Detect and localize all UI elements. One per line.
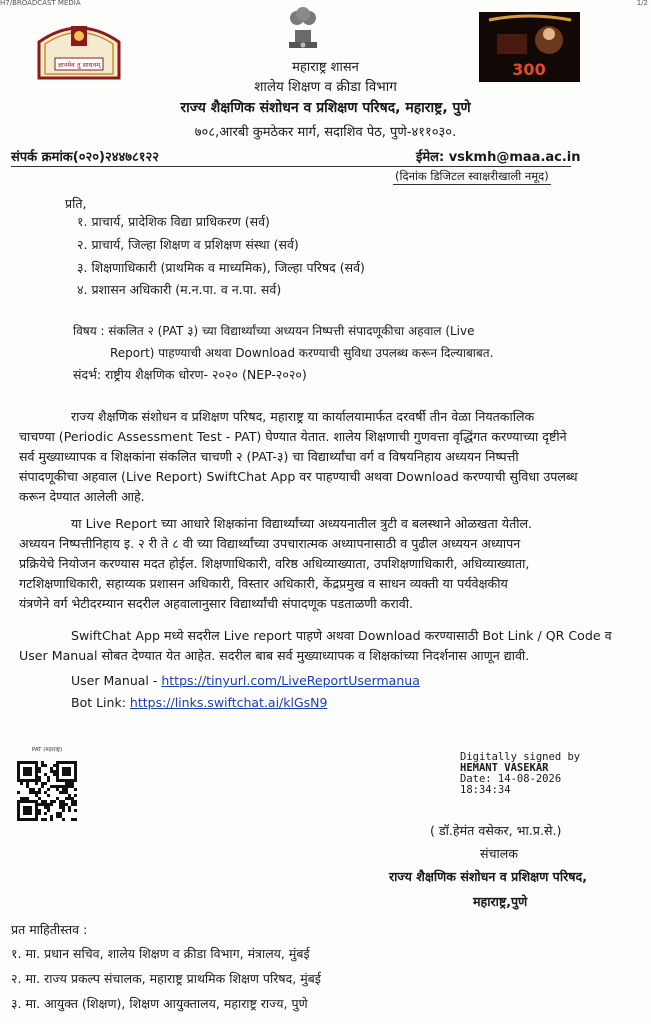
paragraph-line: अध्ययन निष्पत्तीनिहाय इ. २ री ते ८ वी च्या विद्यार्थ्यांच्या उपचारात्मक अध्यापनासाठी व पुढील अध्ययन अध्यापन <box>19 536 521 551</box>
copy-to-item: २. मा. राज्य प्रकल्प संचालक, महाराष्ट्र प्राथमिक शिक्षण परिषद, मुंबई <box>11 971 321 986</box>
header-govt: महाराष्ट्र शासन <box>292 60 359 75</box>
digital-signature <box>460 752 580 796</box>
recipient-item: २. प्राचार्य, जिल्हा शिक्षण व प्रशिक्षण संस्था (सर्व) <box>77 237 299 252</box>
paragraph-line: राज्य शैक्षणिक संशोधन व प्रशिक्षण परिषद, महाराष्ट्र या कार्यालयामार्फत दरवर्षी तीन वेळा नियतकालिक <box>71 409 535 424</box>
bot-link-label: Bot Link: <box>71 695 126 710</box>
bot-link-row <box>71 694 327 712</box>
email-address: ईमेल: vskmh@maa.ac.in <box>416 150 581 165</box>
header-address: ७०८,आरबी कुमठेकर मार्ग, सदाशिव पेठ, पुणे-४११०३०. <box>194 125 457 140</box>
copy-to-item: ३. मा. आयुक्त (शिक्षण), शिक्षण आयुक्तालय, महाराष्ट्र राज्य, पुणे <box>11 996 308 1011</box>
reference-line: संदर्भ: राष्ट्रीय शैक्षणिक धोरण- २०२० (NEP-२०२०) <box>73 367 307 382</box>
paragraph-line: User Manual सोबत देण्यात येत आहेत. सदरील बाब सर्व मुख्याध्यापक व शिक्षकांच्या निदर्शनास आणून द्यावी. <box>19 648 530 663</box>
signature-date: Date: 14-08-2026 <box>460 773 562 785</box>
signature-time: 18:34:34 <box>460 784 511 796</box>
body-paragraph-3 <box>19 626 612 666</box>
contact-number: संपर्क क्रमांक(०२०)२४४७८१२२ <box>11 150 160 165</box>
top-strip-left: H7/BROADCAST MEDIA <box>0 0 81 7</box>
paragraph-line: प्रक्रियेचे नियोजन करण्यास मदत होईल. शिक्षणाधिकारी, वरिष्ठ अधिव्याख्याता, उपशिक्षणाधिकारी, अधिव्याख्याता, <box>19 556 530 571</box>
signature-line: Digitally signed by <box>460 751 581 763</box>
user-manual-row <box>71 672 420 690</box>
paragraph-line: या Live Report च्या आधारे शिक्षकांना विद्यार्थ्यांच्या अध्ययनातील त्रुटी व बलस्थाने ओळखता येतील. <box>71 516 533 531</box>
qr-code-block <box>17 745 77 830</box>
bot-link[interactable]: https://links.swiftchat.ai/klGsN9 <box>129 695 328 710</box>
signatory-name: ( डॉ.हेमंत वसेकर, भा.प्र.से.) <box>430 823 562 838</box>
signatory-place: महाराष्ट्र,पुणे <box>473 894 528 909</box>
header-organisation: राज्य शैक्षणिक संशोधन व प्रशिक्षण परिषद, महाराष्ट्र, पुणे <box>180 100 471 116</box>
logo-300: 300 <box>512 60 546 79</box>
signatory-org: राज्य शैक्षणिक संशोधन व प्रशिक्षण परिषद, <box>389 869 587 884</box>
body-paragraph-2 <box>19 514 532 614</box>
copy-to-item: १. मा. प्रधान सचिव, शालेय शिक्षण व क्रीडा विभाग, मंत्रालय, मुंबई <box>11 946 310 961</box>
paragraph-line: SwiftChat App मध्ये सदरील Live report पाहणे अथवा Download करण्यासाठी Bot Link / QR Code व <box>71 628 612 643</box>
qr-caption: PAT (महाराष्ट्र) <box>31 747 63 753</box>
user-manual-link[interactable]: https://tinyurl.com/LiveReportUsermanua <box>161 673 420 688</box>
paragraph-line: गटशिक्षणाधिकारी, सहाय्यक प्रशासन अधिकारी, विस्तार अधिकारी, केंद्रप्रमुख व साधन व्यक्ती या पर्यवेक्षकीय <box>19 576 508 591</box>
paragraph-line: सर्व मुख्याध्यापक व शिक्षकांना संकलित चाचणी २ (PAT-३) चा विद्यार्थ्यांचा वर्ग व विषयनिहाय अध्ययन निष्पत्ती <box>19 449 519 464</box>
user-manual-label: User Manual - <box>71 673 158 688</box>
copy-to-label: प्रत माहितीस्तव : <box>11 922 88 937</box>
recipient-item: ३. शिक्षणाधिकारी (प्राथमिक व माध्यमिक), जिल्हा परिषद (सर्व) <box>77 260 365 275</box>
subject-line: Report) पाहण्याची अथवा Download करण्याची सुविधा उपलब्ध करून दिल्याबाबत. <box>110 346 494 360</box>
paragraph-line: यंत्रणेने वर्ग भेटीदरम्यान सदरील अहवालानुसार विद्यार्थ्यांची संपादणूक पडताळणी करावी. <box>19 596 414 611</box>
signatory-title: संचालक <box>480 846 518 861</box>
header-department: शालेय शिक्षण व क्रीडा विभाग <box>254 79 397 95</box>
qr-code[interactable] <box>17 753 77 829</box>
subject-line: विषय : संकलित २ (PAT ३) च्या विद्यार्थ्यांच्या अध्ययन निष्पत्ती संपादणूकीचा अहवाल (Live <box>73 324 475 338</box>
header-divider <box>11 166 571 167</box>
date-note: (दिनांक डिजिटल स्वाक्षरीखाली नमूद) <box>395 169 549 183</box>
paragraph-line: करून देण्यात आलेली आहे. <box>19 489 145 504</box>
page-number: 1/2 <box>636 0 648 7</box>
logo-motto: ज्ञानमेव तु साधनम् <box>57 61 101 69</box>
recipient-item: ४. प्रशासन अधिकारी (म.न.पा. व न.पा. सर्व) <box>77 282 282 297</box>
prati-label: प्रति, <box>65 196 87 211</box>
state-emblem <box>283 2 323 56</box>
top-strip <box>0 0 651 8</box>
signature-name: HEMANT VASEKAR <box>460 762 549 774</box>
body-paragraph-1 <box>19 407 578 507</box>
paragraph-line: संपादणूकीचा अहवाल (Live Report) SwiftChat App वर पाहण्याची अथवा Download करण्याची सुविधा उपलब्ध <box>19 469 578 484</box>
recipient-item: १. प्राचार्य, प्रादेशिक विद्या प्राधिकरण (सर्व) <box>77 214 270 229</box>
paragraph-line: चाचण्या (Periodic Assessment Test - PAT) घेण्यात येतात. शालेय शिक्षणाची गुणवत्ता वृद्धिंगत करण्याच्या दृष्टीने <box>19 429 567 444</box>
